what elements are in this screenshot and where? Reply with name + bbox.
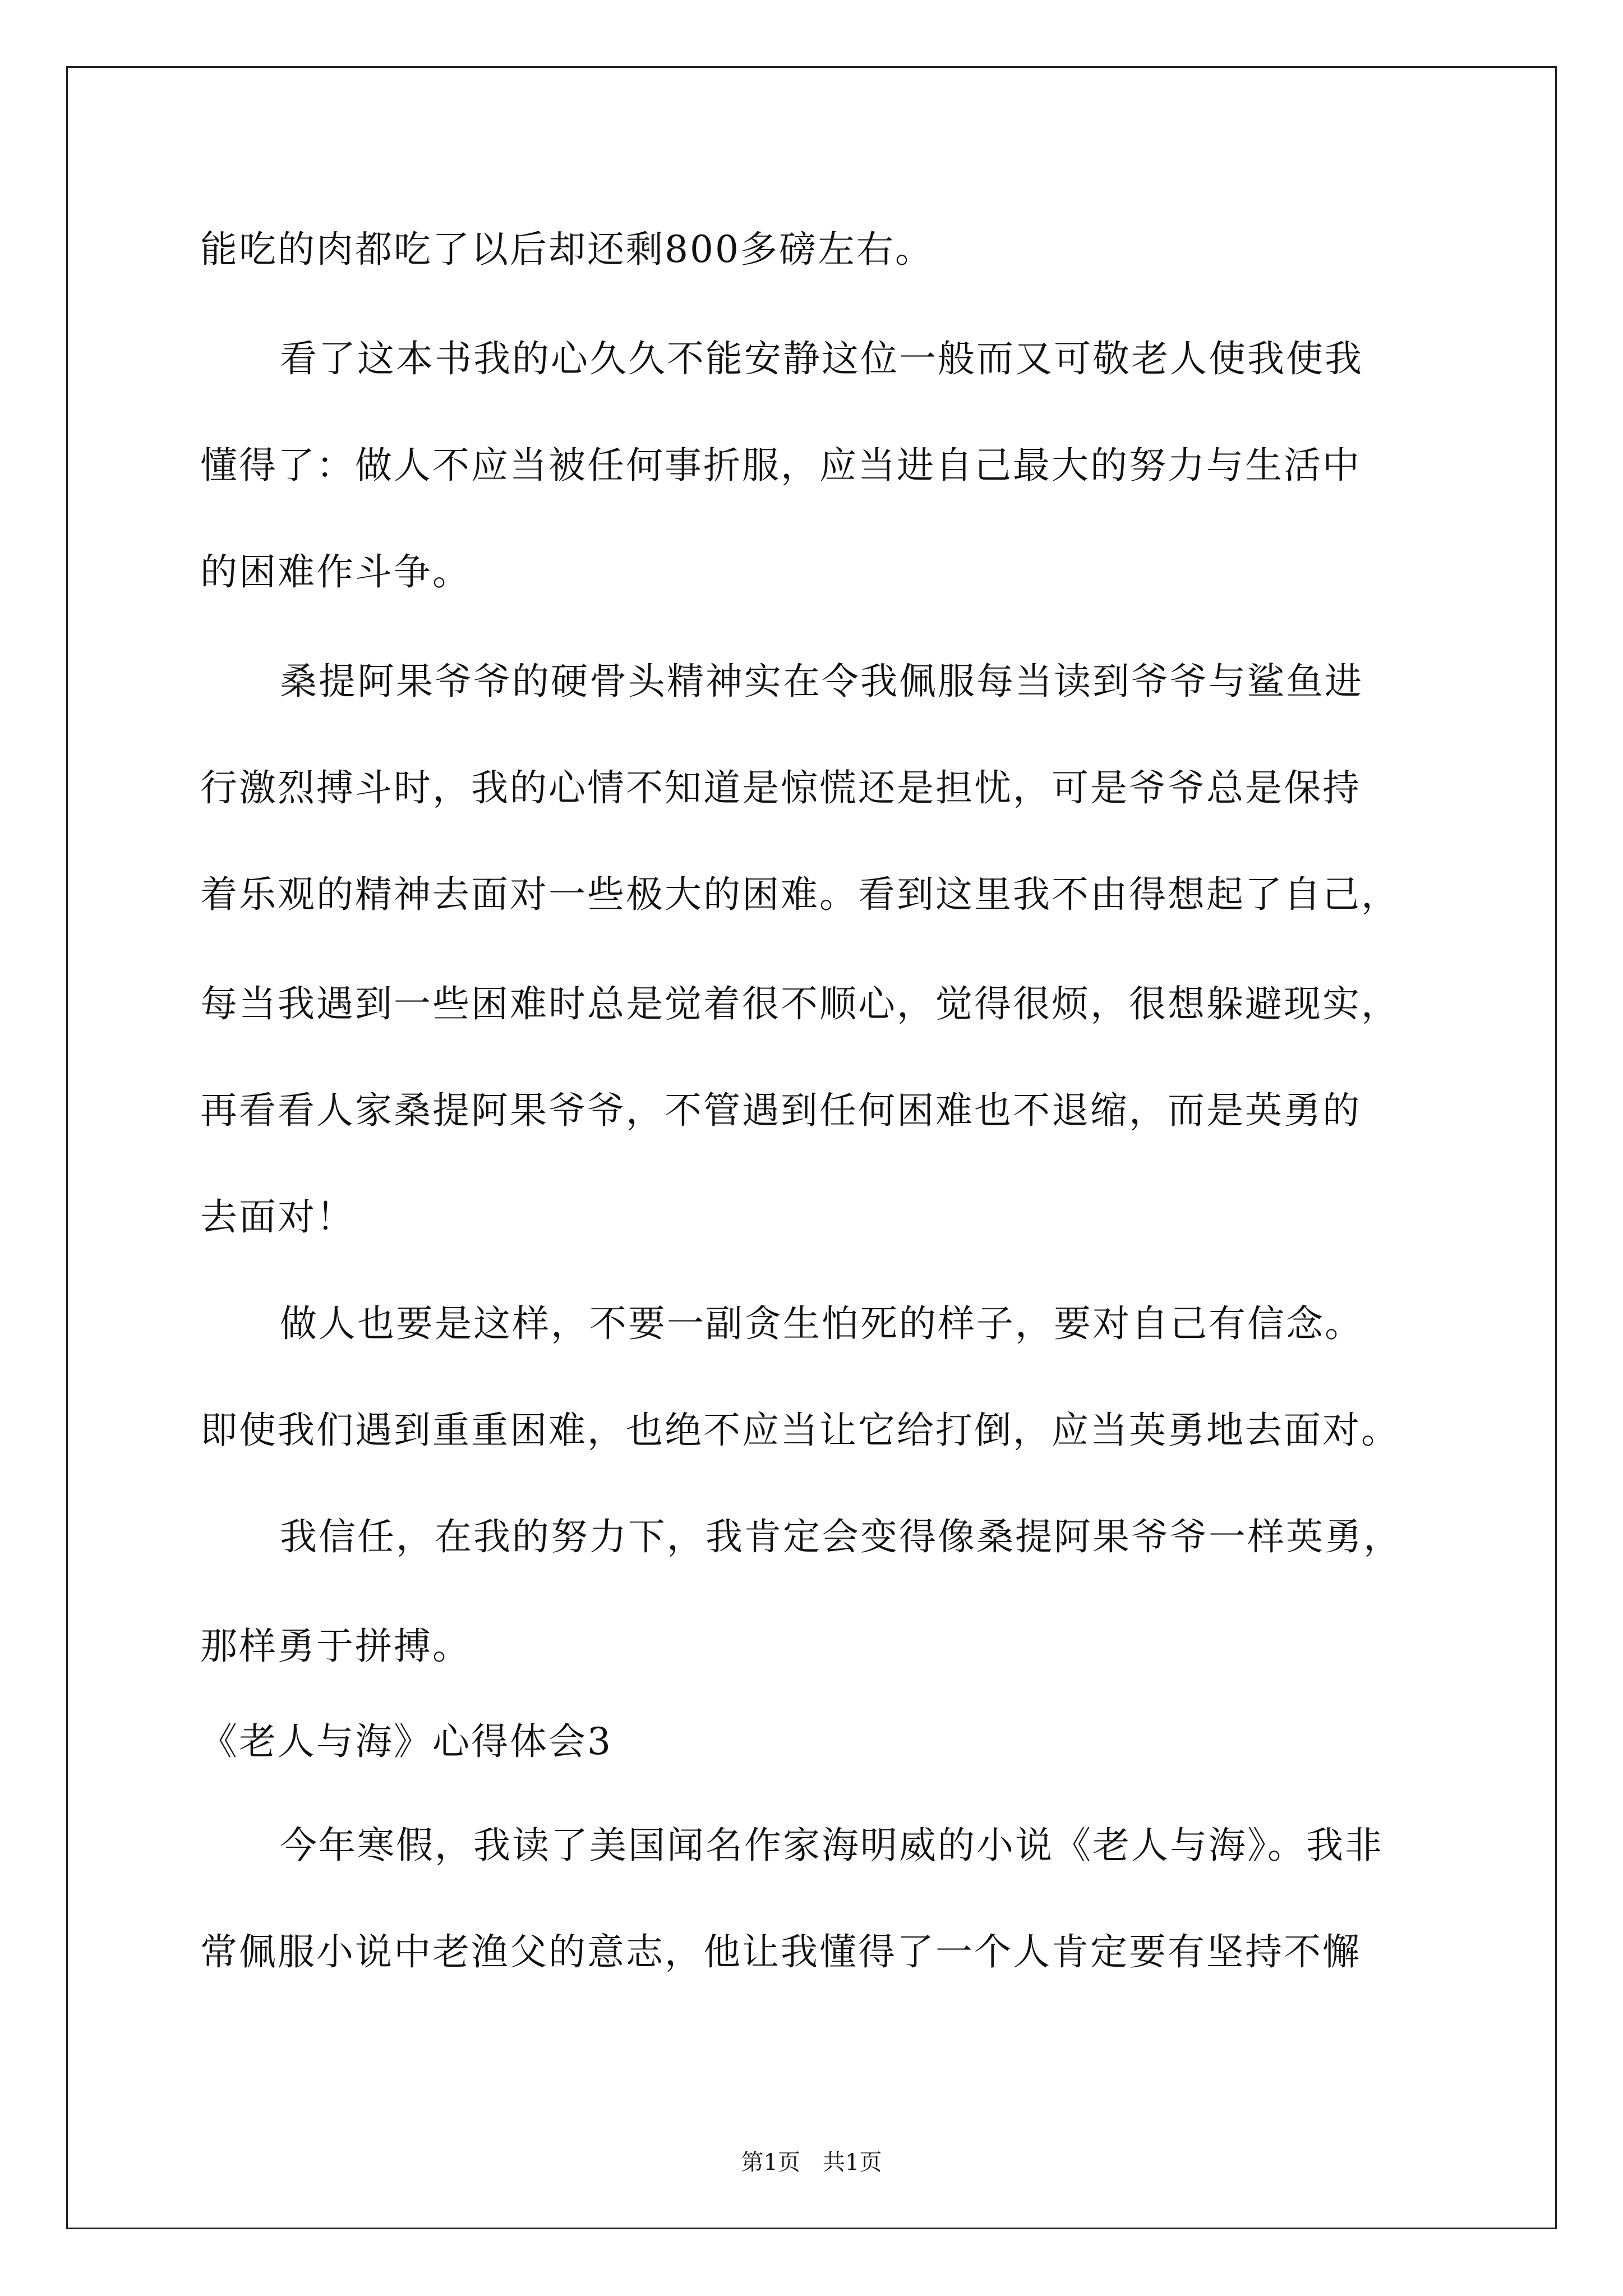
text-line: 懂得了：做人不应当被任何事折服，应当进自己最大的努力与生活中 [200,444,1361,487]
page-border [66,66,1557,2229]
page-total: 共1页 [823,2150,882,2175]
page-number: 第1页 [741,2150,800,2175]
text-line: 那样勇于拼搏。 [200,1625,471,1668]
text-line: 看了这本书我的心久久不能安静这位一般而又可敬老人使我使我 [280,337,1363,380]
text-line: 常佩服小说中老渔父的意志，他让我懂得了一个人肯定要有坚持不懈 [200,1930,1361,1973]
text-line: 去面对！ [200,1195,355,1239]
text-line: 的困难作斗争。 [200,550,471,593]
text-line: 做人也要是这样，不要一副贪生怕死的样子，要对自己有信念。 [280,1302,1363,1345]
text-line: 桑提阿果爷爷的硬骨头精神实在令我佩服每当读到爷爷与鲨鱼进 [280,660,1363,703]
text-line: 行激烈搏斗时，我的心情不知道是惊慌还是担忧，可是爷爷总是保持 [200,766,1361,809]
text-line: 今年寒假，我读了美国闻名作家海明威的小说《老人与海》。我非 [280,1824,1384,1867]
page-footer [0,2148,1623,2177]
text-line: 再看看人家桑提阿果爷爷，不管遇到任何困难也不退缩，而是英勇的 [200,1089,1361,1132]
text-line: 能吃的肉都吃了以后却还剩800多磅左右。 [200,228,934,271]
text-line: 着乐观的精神去面对一些极大的困难。看到这里我不由得想起了自己， [200,873,1400,916]
text-line: 每当我遇到一些困难时总是觉着很不顺心，觉得很烦，很想躲避现实， [200,982,1400,1025]
text-line: 即使我们遇到重重困难，也绝不应当让它给打倒，应当英勇地去面对。 [200,1409,1400,1452]
section-heading: 《老人与海》心得体会3 [200,1720,612,1763]
text-line: 我信任，在我的努力下，我肯定会变得像桑提阿果爷爷一样英勇， [280,1515,1402,1558]
